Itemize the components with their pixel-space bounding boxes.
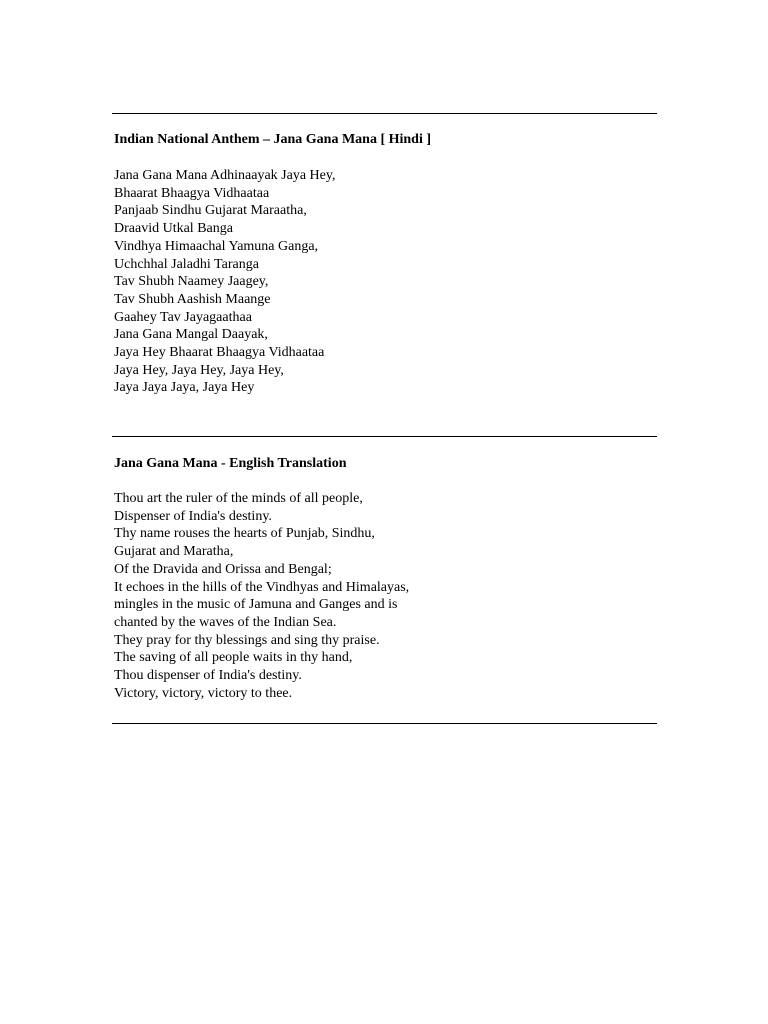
translation-line: Thy name rouses the hearts of Punjab, Sindhu, (114, 526, 375, 542)
lyric-line: Tav Shubh Naamey Jaagey, (114, 274, 269, 290)
middle-divider (112, 436, 657, 437)
bottom-divider (112, 723, 657, 724)
hindi-lyrics (114, 167, 674, 397)
lyric-line: Jaya Hey, Jaya Hey, Jaya Hey, (114, 362, 284, 378)
translation-line: The saving of all people waits in thy hand, (114, 650, 353, 666)
top-divider (112, 113, 657, 114)
translation-line: Thou art the ruler of the minds of all people, (114, 491, 363, 506)
lyric-line: Jaya Jaya Jaya, Jaya Hey (114, 380, 255, 396)
translation-line: chanted by the waves of the Indian Sea. (114, 614, 337, 630)
hindi-section (114, 131, 674, 397)
lyric-line: Uchchhal Jaladhi Taranga (114, 256, 259, 272)
lyric-line: Vindhya Himaachal Yamuna Ganga, (114, 238, 319, 254)
lyric-line: Tav Shubh Aashish Maange (114, 291, 271, 307)
translation-line: Victory, victory, victory to thee. (114, 685, 293, 701)
lyric-line: Jaya Hey Bhaarat Bhaagya Vidhaataa (114, 345, 325, 361)
translation-line: Thou dispenser of India's destiny. (114, 668, 302, 684)
english-heading: Jana Gana Mana - English Translation (114, 456, 347, 471)
lyric-line: Panjaab Sindhu Gujarat Maraatha, (114, 203, 307, 219)
english-section (114, 455, 674, 702)
translation-line: Of the Dravida and Orissa and Bengal; (114, 561, 332, 577)
english-translation (114, 490, 674, 702)
lyric-line: Draavid Utkal Banga (114, 221, 233, 237)
translation-line: Gujarat and Maratha, (114, 544, 234, 560)
lyric-line: Gaahey Tav Jayagaathaa (114, 309, 252, 325)
translation-line: mingles in the music of Jamuna and Ganges and is (114, 597, 398, 613)
translation-line: They pray for thy blessings and sing thy praise. (114, 632, 380, 648)
lyric-line: Jana Gana Mangal Daayak, (114, 327, 268, 343)
lyric-line: Bhaarat Bhaagya Vidhaataa (114, 185, 270, 201)
hindi-heading: Indian National Anthem – Jana Gana Mana [ Hindi ] (114, 132, 432, 147)
translation-line: It echoes in the hills of the Vindhyas and Himalayas, (114, 579, 410, 595)
translation-line: Dispenser of India's destiny. (114, 508, 272, 524)
lyric-line: Jana Gana Mana Adhinaayak Jaya Hey, (114, 168, 336, 183)
